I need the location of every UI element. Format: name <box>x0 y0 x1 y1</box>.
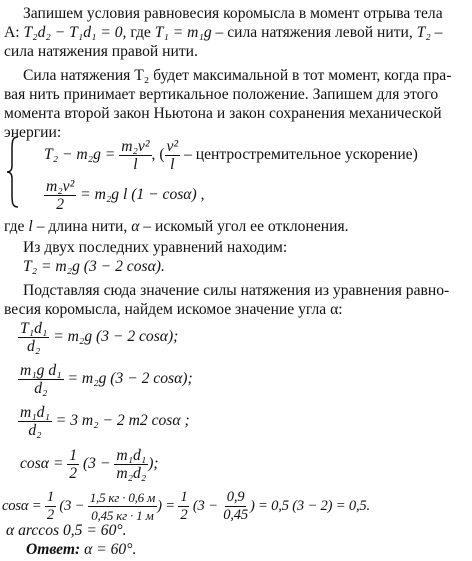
paragraph-3-line-1: где l – длина нити, α – искомый угол ее отклонения. <box>4 218 349 235</box>
left-tension-formula: T₁ = m₁g <box>154 24 212 41</box>
paragraph-1-line-1: Запишем условия равновесия коромысла в момент отрыва тела <box>23 5 443 22</box>
paragraph-1-line-3: сила натяжения правой нити. <box>4 43 198 60</box>
paragraph-5-line-1: Подставляя сюда значение силы натяжения из уравнения равно- <box>23 282 450 299</box>
fraction: $\frac{1}{2}$ <box>180 489 188 523</box>
equation-d: cosα = $\frac{1}{2}$ (3 − $\frac{\text{m₁d₁}}{\text{m₂d₂}}$ ); <box>20 447 159 482</box>
arccos-line: α arccos 0,5 = 60°. <box>6 522 127 539</box>
paragraph-2-line-3: момента второй закон Ньютона и закон сохранения механической <box>4 105 442 122</box>
fraction: $\frac{\text{m₁g d₁}}{\text{d₂}}$ <box>20 362 62 397</box>
equilibrium-equation: T₂d₂ − T₁d₁ = 0, <box>23 24 127 41</box>
equation-e: cosα = $\frac{1}{2}$ (3 − $\frac{1,5 кг \cdot 0,6 м}{0,45 кг \cdot 1 м}$ ) = $\frac{1}{2}$ (3 − $\frac{0,9}{0,45}$ ) = 0,5 (3 − 2) = 0,5. <box>2 489 370 523</box>
equation-b: $\frac{\text{m₁g d₁}}{\text{d₂}}$ = m₂g (3 − 2 cosα); <box>20 362 193 397</box>
equation-c: $\frac{\text{m₁d₁}}{\text{d₂}}$ = 3 m₂ − 2 m2 cosα ; <box>20 404 190 439</box>
fraction: $\frac{0,9}{0,45}$ <box>223 489 248 523</box>
fraction: $\frac{\text{m₂v²}}{2}$ <box>46 178 75 213</box>
fraction: $\frac{\text{m₂v²}}{l}$ <box>121 138 150 173</box>
fraction: $\frac{\text{m₁d₁}}{\text{d₂}}$ <box>20 404 50 439</box>
paragraph-2-line-1: Сила натяжения T₂ будет максимальной в тот момент, когда пра- <box>23 67 452 84</box>
newton-equation: T₂ − m₂g = $\frac{\text{m₂v²}}{l}$ , ( $\frac{\text{v²}}{l}$ – центростремительное ускорение) <box>44 138 418 173</box>
paragraph-2-line-2: вая нить принимает вертикальное положение. Запишем для этого <box>4 86 439 103</box>
paragraph-2-line-4: энергии: <box>4 124 62 141</box>
paragraph-5-line-2: весия коромысла, найдем искомое значение угла α: <box>4 301 343 318</box>
paragraph-4-line-1: Из двух последних уравнений находим: <box>23 239 288 256</box>
answer-line <box>26 540 136 559</box>
fraction: $\frac{1,5 кг \cdot 0,6 м}{0,45 кг \cdot 1 м}$ <box>89 490 156 523</box>
paragraph-1-line-2: А: T₂d₂ − T₁d₁ = 0, где T₁ = m₁g – сила натяжения левой нити, T₂ – <box>4 24 443 41</box>
fraction: $\frac{\text{v²}}{l}$ <box>166 138 179 173</box>
equation-a: $\frac{\text{T₁d₁}}{\text{d₂}}$ = m₂g (3 − 2 cosα); <box>20 320 179 355</box>
answer-value: α = 60°. <box>80 541 137 558</box>
fraction: $\frac{\text{T₁d₁}}{\text{d₂}}$ <box>20 320 48 355</box>
energy-equation: $\frac{\text{m₂v²}}{2}$ = m₂g l (1 − cosα) , <box>46 178 205 213</box>
system-brace <box>6 136 20 208</box>
tension-result-equation: T₂ = m₂g (3 − 2 cosα). <box>23 258 165 275</box>
fraction: $\frac{\text{m₁d₁}}{\text{m₂d₂}}$ <box>116 447 147 482</box>
answer-label: Ответ: <box>26 541 81 558</box>
fraction: $\frac{1}{2}$ <box>69 447 78 482</box>
fraction: $\frac{1}{2}$ <box>46 489 54 523</box>
